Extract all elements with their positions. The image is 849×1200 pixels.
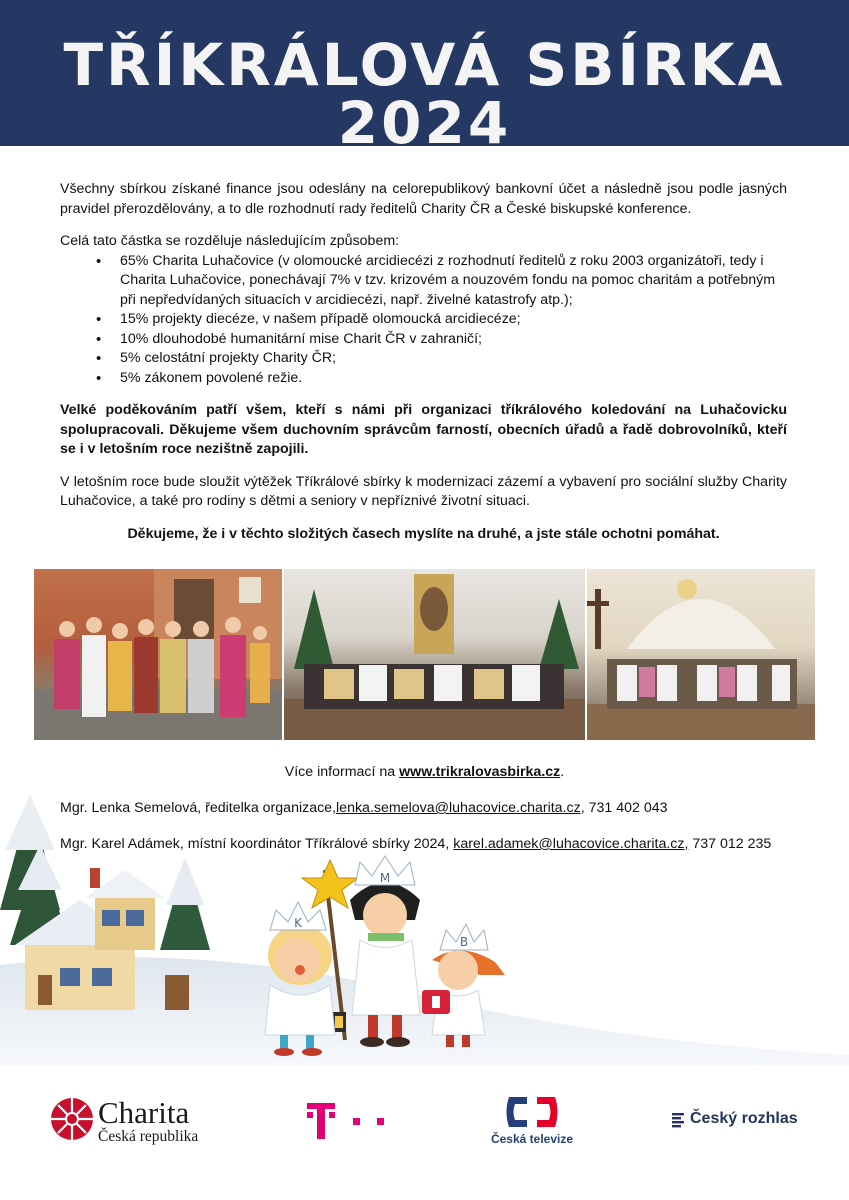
crown-letter-m: M <box>379 871 391 885</box>
charita-subtitle: Česká republika <box>98 1128 199 1145</box>
cr-lines-icon <box>672 1112 686 1128</box>
website-link[interactable]: www.trikralovasbirka.cz <box>399 764 561 780</box>
sponsor-logos <box>0 1085 849 1165</box>
telekom-t-icon <box>305 1100 390 1142</box>
ct-icon <box>503 1093 561 1131</box>
paragraph-distribution: Celá tato částka se rozděluje následujícím způsobem: <box>60 233 400 249</box>
list-item: • 5% celostátní projekty Charity ČR; <box>60 349 787 369</box>
distribution-list <box>60 252 787 389</box>
list-item: • 5% zákonem povolené režie. <box>60 369 787 389</box>
winter-illustration <box>0 790 849 1065</box>
header-banner <box>0 0 849 157</box>
photo-carolers-outdoor <box>34 569 282 740</box>
closing-line: Děkujeme, že i v těchto složitých časech myslíte na druhé, a jste stále ochotni pomáhat. <box>127 525 720 542</box>
page-title: TŘÍKRÁLOVÁ SBÍRKA 2024 <box>63 31 786 157</box>
cr-label: Český rozhlas <box>690 1110 798 1127</box>
more-info-line: Více informací na www.trikralovasbirka.cz. <box>284 764 565 780</box>
email-link-semelova[interactable]: lenka.semelova@luhacovice.charita.cz <box>336 800 581 816</box>
contact-line-1: Mgr. Lenka Semelová, ředitelka organizace,lenka.semelova@luhacovice.charita.cz, 731 402 043 <box>60 800 668 816</box>
list-item: • 10% dlouhodobé humanitární mise Charit ČR v zahraničí; <box>60 330 787 350</box>
email-link-adamek[interactable]: karel.adamek@luhacovice.charita.cz, <box>453 836 689 852</box>
list-item: • 15% projekty diecéze, v našem případě olomoucká arcidiecéze; <box>60 310 787 330</box>
ct-label: Česká televize <box>490 1132 574 1146</box>
crown-letter-k: K <box>294 916 302 930</box>
paragraph-finances: Všechny sbírkou získané finance jsou odeslány na celorepublikový bankovní účet a následně jsou podle jasných pravidel přerozdělovány, a to dle rozhodnutí rady ředitelů Charity ČR a České biskupské konference. <box>60 181 787 217</box>
photo-church-interior <box>587 569 815 740</box>
paragraph-thanks: Velké poděkováním patří všem, kteří s námi při organizaci tříkrálového koledování na Luhačovicku spolupracovali. Děkujeme všem duchovním správcům farností, obecních úřadů a řadě dobrovolníků, kteří se i v letošním roce nezištně zapojili. <box>60 402 787 457</box>
charita-name: Charita <box>98 1095 190 1130</box>
main-content <box>60 180 787 544</box>
list-item: • 65% Charita Luhačovice (v olomoucké arcidiecézi z rozhodnutí ředitelů z roku 2003 organizátoři, tedy i Charita Luhačovice, ponechávají 7% v tzv. krizovém a nouzovém fondu na pomoc charitám a potřebným při nepředvídaných situacích v arcidiecézi, např. živelné katastrofy atp.); <box>60 252 787 311</box>
crown-letter-b: B <box>459 935 469 949</box>
paragraph-purpose: V letošním roce bude sloužit výtěžek Tříkrálové sbírky k modernizaci zázemí a vybavení pro sociální služby Charity Luhačovice, a také pro rodiny s dětmi a seniory v nepříznivé životní situaci. <box>60 473 787 509</box>
photo-church-group <box>284 569 585 740</box>
contact-line-2: Mgr. Karel Adámek, místní koordinátor Tříkrálové sbírky 2024, karel.adamek@luhacovice.charita.cz, 737 012 235 <box>60 836 772 852</box>
charita-cross-icon <box>50 1097 94 1141</box>
